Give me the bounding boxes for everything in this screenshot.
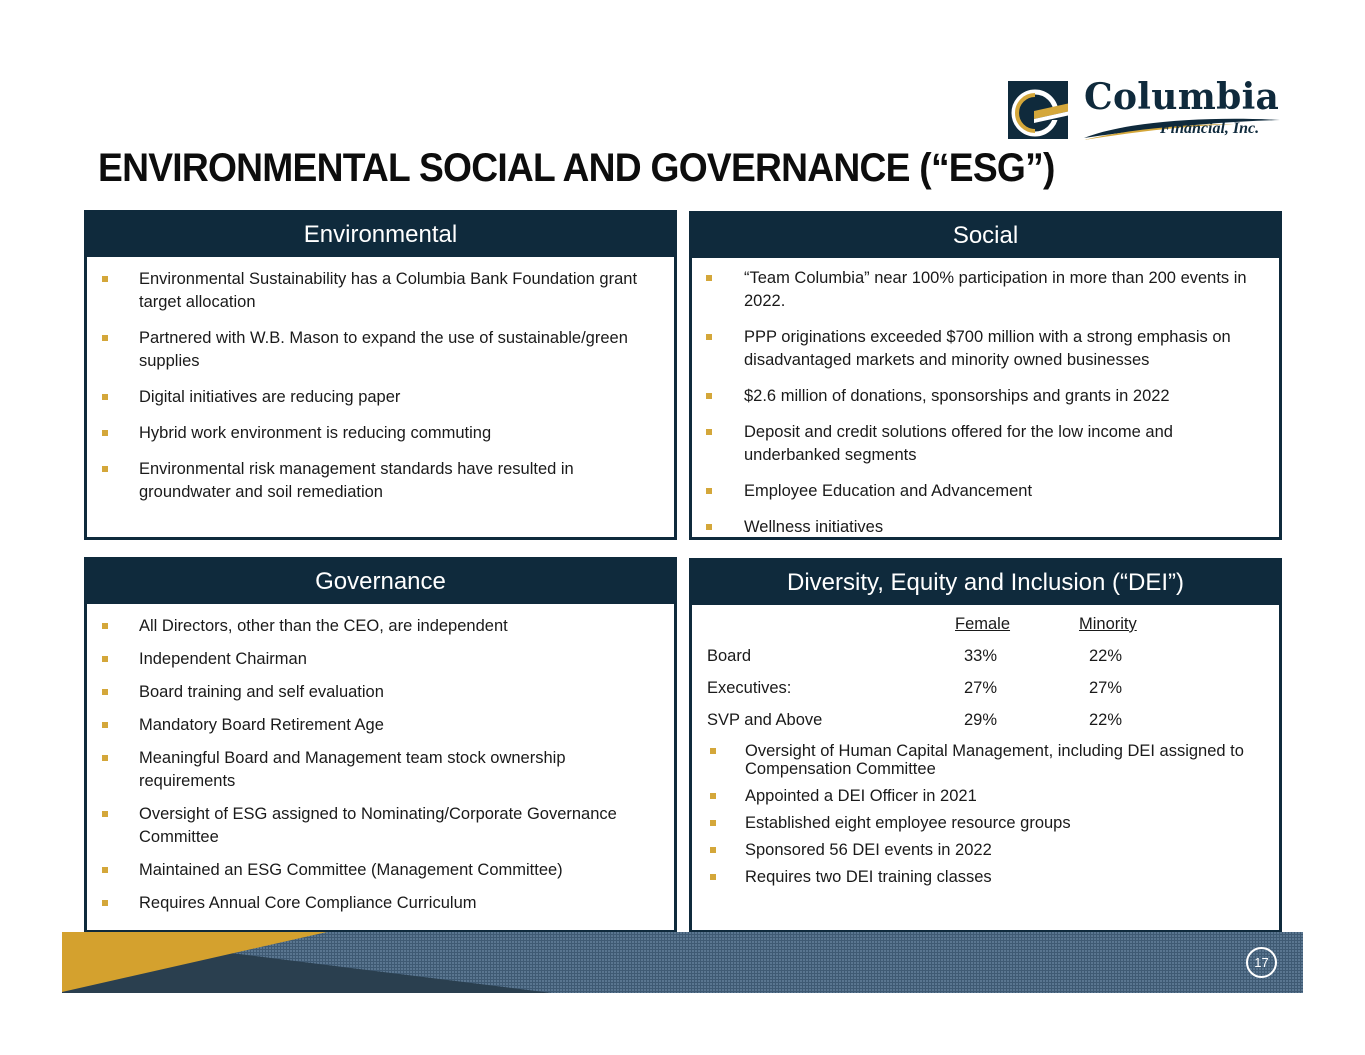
row-label-board: Board (707, 647, 752, 665)
bullet-square-icon (102, 394, 108, 400)
list-item: Partnered with W.B. Mason to expand the use of sustainable/green supplies (99, 327, 656, 373)
list-item: $2.6 million of donations, sponsorships and grants in 2022 (703, 385, 1261, 408)
bullet-square-icon (102, 430, 108, 436)
list-item: Sponsored 56 DEI events in 2022 (707, 841, 1279, 859)
company-logo (1008, 78, 1280, 144)
list-item: Hybrid work environment is reducing commuting (99, 422, 656, 445)
list-item: Deposit and credit solutions offered for the low income and underbanked segments (703, 421, 1261, 467)
list-item: Established eight employee resource groups (707, 814, 1279, 832)
dei-panel (689, 558, 1282, 933)
footer-band (62, 932, 1303, 993)
dei-heading: Diversity, Equity and Inclusion (“DEI”) (692, 561, 1279, 605)
list-item: Requires two DEI training classes (707, 868, 1279, 886)
logo-wordmark: Columbia (1084, 76, 1280, 118)
governance-panel (84, 557, 677, 933)
list-item: All Directors, other than the CEO, are independent (99, 615, 656, 638)
row-label-executives: Executives: (707, 679, 792, 697)
list-item: Appointed a DEI Officer in 2021 (707, 787, 1279, 805)
bullet-square-icon (102, 466, 108, 472)
list-item: PPP originations exceeded $700 million with a strong emphasis on disadvantaged markets and minority owned businesses (703, 326, 1261, 372)
list-item: Digital initiatives are reducing paper (99, 386, 656, 409)
environmental-panel (84, 210, 677, 540)
page-number-badge: 17 (1246, 947, 1277, 978)
bullet-square-icon (710, 820, 716, 826)
social-panel (689, 211, 1282, 540)
row-label-svp: SVP and Above (707, 711, 823, 729)
bullet-square-icon (706, 393, 712, 399)
bullet-square-icon (706, 334, 712, 340)
bullet-square-icon (710, 847, 716, 853)
bullet-square-icon (102, 900, 108, 906)
cell-svp-female: 29% (964, 711, 998, 729)
dei-stats-table (692, 611, 1279, 739)
bullet-square-icon (102, 811, 108, 817)
bullet-square-icon (710, 793, 716, 799)
list-item: Environmental risk management standards have resulted in groundwater and soil remediation (99, 458, 656, 504)
environmental-list (99, 268, 656, 504)
bullet-square-icon (102, 335, 108, 341)
list-item: Wellness initiatives (703, 516, 1261, 539)
bullet-square-icon (102, 755, 108, 761)
list-item: Employee Education and Advancement (703, 480, 1261, 503)
bullet-square-icon (706, 524, 712, 530)
bullet-square-icon (102, 276, 108, 282)
cell-executives-minority: 27% (1089, 679, 1123, 697)
social-heading: Social (692, 214, 1279, 258)
bullet-square-icon (706, 275, 712, 281)
governance-list (99, 615, 656, 915)
cell-board-minority: 22% (1089, 647, 1123, 665)
bullet-square-icon (102, 867, 108, 873)
social-list (703, 267, 1261, 539)
logo-emblem-icon (1008, 81, 1068, 139)
footer-decoration-icon (62, 932, 1303, 993)
list-item: Board training and self evaluation (99, 681, 656, 704)
cell-executives-female: 27% (964, 679, 998, 697)
logo-subtitle: Financial, Inc. (1160, 120, 1260, 137)
bullet-square-icon (710, 874, 716, 880)
dei-list (692, 742, 1279, 886)
list-item: Maintained an ESG Committee (Management Committee) (99, 859, 656, 882)
list-item: Requires Annual Core Compliance Curriculum (99, 892, 656, 915)
list-item: Oversight of Human Capital Management, including DEI assigned to Compensation Committee (707, 742, 1279, 778)
list-item: Independent Chairman (99, 648, 656, 671)
list-item: Environmental Sustainability has a Columbia Bank Foundation grant target allocation (99, 268, 656, 314)
bullet-square-icon (102, 689, 108, 695)
environmental-heading: Environmental (87, 213, 674, 257)
bullet-square-icon (706, 488, 712, 494)
bullet-square-icon (102, 722, 108, 728)
list-item: “Team Columbia” near 100% participation in more than 200 events in 2022. (703, 267, 1261, 313)
column-header-minority: Minority (1079, 615, 1137, 633)
bullet-square-icon (710, 748, 716, 754)
cell-board-female: 33% (964, 647, 998, 665)
bullet-square-icon (102, 623, 108, 629)
bullet-square-icon (706, 429, 712, 435)
governance-heading: Governance (87, 560, 674, 604)
column-header-female: Female (955, 615, 1011, 633)
list-item: Mandatory Board Retirement Age (99, 714, 656, 737)
bullet-square-icon (102, 656, 108, 662)
page-title: ENVIRONMENTAL SOCIAL AND GOVERNANCE (“ESG”) (98, 146, 1055, 190)
cell-svp-minority: 22% (1089, 711, 1123, 729)
list-item: Meaningful Board and Management team stock ownership requirements (99, 747, 656, 793)
list-item: Oversight of ESG assigned to Nominating/Corporate Governance Committee (99, 803, 656, 849)
